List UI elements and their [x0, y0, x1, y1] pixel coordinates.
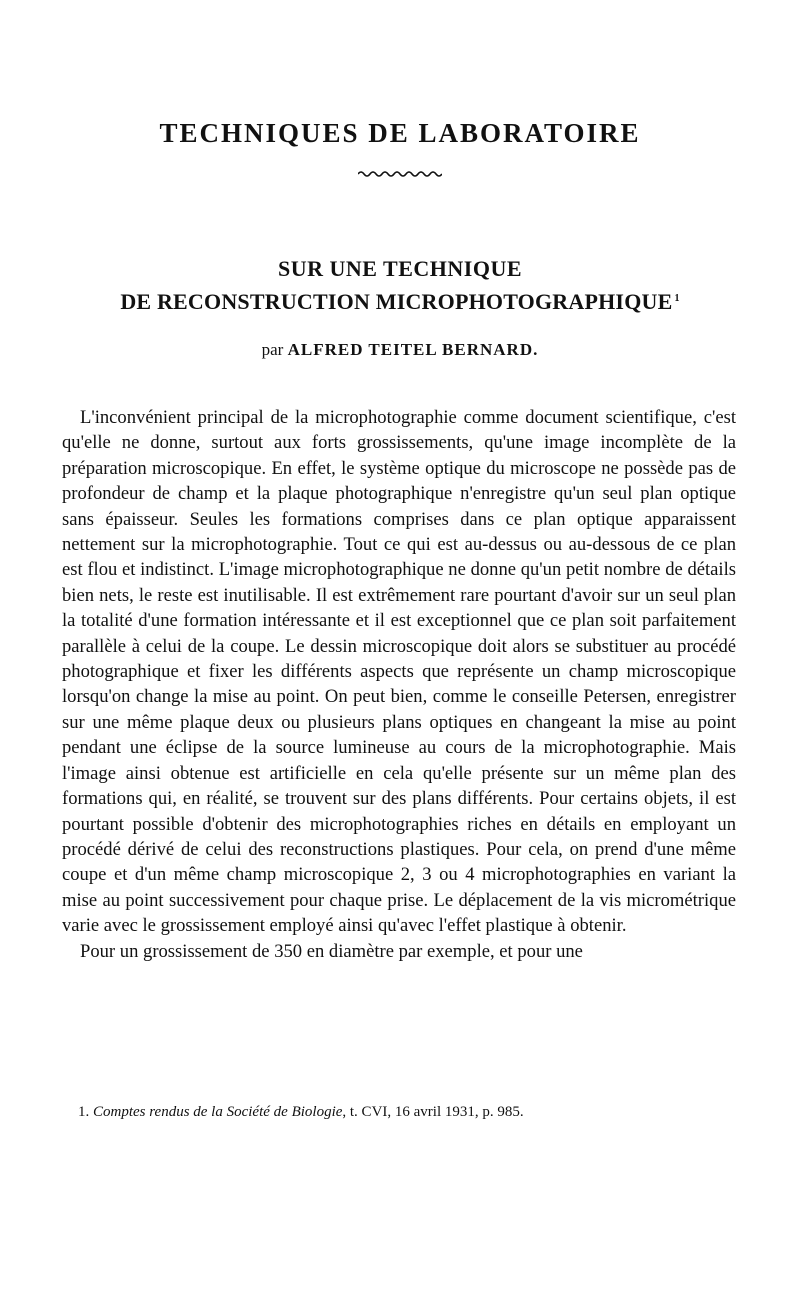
footnote-source: Comptes rendus de la Société de Biologie	[93, 1104, 343, 1120]
article-title-line-2-text: DE RECONSTRUCTION MICROPHOTOGRAPHIQUE	[120, 289, 673, 314]
footnote-number: 1.	[78, 1104, 90, 1120]
byline	[0, 340, 800, 360]
author-name: ALFRED TEITEL BERNARD.	[287, 340, 539, 359]
body-paragraph: Pour un grossissement de 350 en diamètre par exemple, et pour une	[80, 940, 583, 962]
footnote-marker: 1	[674, 293, 680, 304]
body-paragraph: L'inconvénient principal de la microphotographie comme document scientifique, c'est qu'elle ne donne, surtout aux forts grossissements, qu'une image incomplète de la préparation microscopique. En effet, le système optique du microscope ne possède pas de profondeur de champ et la plaque photographique n'enregistre qu'un seul plan optique sans épaisseur. Seules les formations comprises dans ce plan optique apparaissent nettement sur la microphotographie. Tout ce qui est au-dessus ou au-dessous de ce plan est flou et indistinct. L'image microphotographique ne donne qu'un petit nombre de détails bien nets, le reste est inutilisable. Il est extrêmement rare pourtant d'avoir sur un seul plan la totalité d'une formation intéressante et il est exceptionnel que ce plan soit parfaitement parallèle à celui de la coupe. Le dessin microscopique doit alors se substituer au procédé photographique et fixer les différents aspects que représente un champ microscopique lorsqu'on change la mise au point. On peut bien, comme le conseille Petersen, enregistrer sur une même plaque deux ou plusieurs plans optiques en changeant la mise au point pendant une éclipse de la source lumineuse au cours de la microphotographie. Mais l'image ainsi obtenue est artificielle en cela qu'elle présente sur un même plan des formations qui, en réalité, se trouvent sur des plans différents. Pour certains objets, il est pourtant possible d'obtenir des microphotographies riches en détails en employant un procédé dérivé de celui des reconstructions plastiques. Pour cela, on prend d'une même coupe et d'un même champ microscopique 2, 3 ou 4 microphotographies en variant la mise au point successivement pour chaque prise. Le déplacement de la vis micrométrique varie avec le grossissement employé ainsi qu'avec l'effet plastique à obtenir.	[62, 407, 736, 937]
footnote-details: , t. CVI, 16 avril 1931, p. 985.	[342, 1104, 524, 1120]
footnote	[78, 1104, 738, 1121]
wavy-ornament-divider	[358, 170, 442, 178]
article-title-line-2	[0, 289, 800, 315]
article-title-line-1: SUR UNE TECHNIQUE	[277, 256, 523, 281]
byline-prefix: par	[261, 340, 284, 359]
article-body	[62, 405, 736, 964]
section-heading: TECHNIQUES DE LABORATOIRE	[159, 118, 641, 148]
